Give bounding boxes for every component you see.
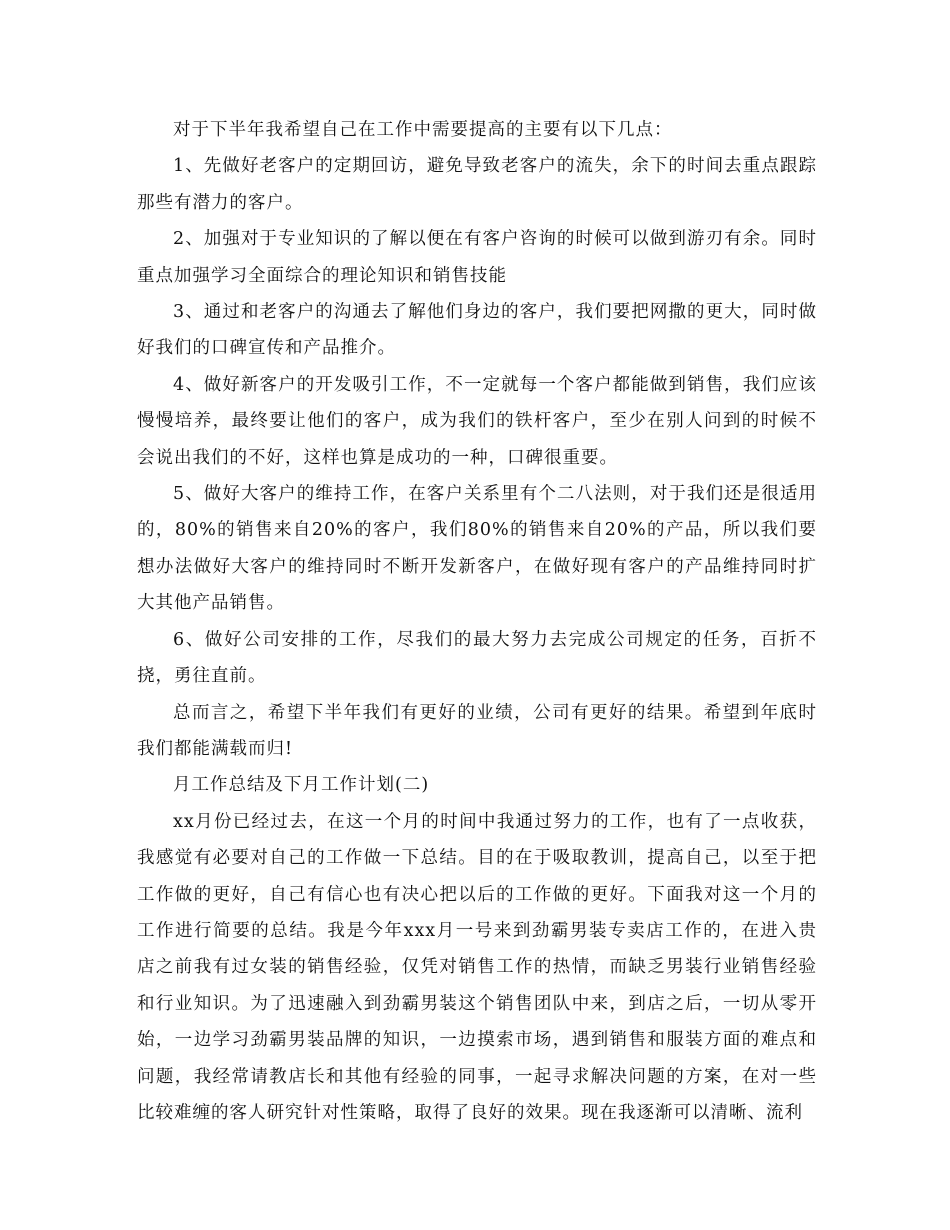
paragraph-conclusion: 总而言之，希望下半年我们有更好的业绩，公司有更好的结果。希望到年底时我们都能满载而归! xyxy=(137,702,817,759)
paragraph-item-5: 5、做好大客户的维持工作，在客户关系里有个二八法则，对于我们还是很适用的，80%的销售来自20%的客户，我们80%的销售来自20%的产品，所以我们要想办法做好大客户的维持同时不断开发新客户，在做好现有客户的产品维持同时扩大其他产品销售。 xyxy=(137,484,817,614)
paragraph-item-2: 2、加强对于专业知识的了解以便在有客户咨询的时候可以做到游刃有余。同时重点加强学习全面综合的理论知识和销售技能 xyxy=(137,229,817,286)
paragraph-intro: 对于下半年我希望自己在工作中需要提高的主要有以下几点： xyxy=(173,120,673,140)
paragraph-item-6: 6、做好公司安排的工作，尽我们的最大努力去完成公司规定的任务，百折不挠，勇往直前。 xyxy=(137,629,817,687)
paragraph-item-1: 1、先做好老客户的定期回访，避免导致老客户的流失，余下的时间去重点跟踪那些有潜力的客户。 xyxy=(137,156,817,213)
paragraph-item-4: 4、做好新客户的开发吸引工作，不一定就每一个客户都能做到销售，我们应该慢慢培养，最终要让他们的客户，成为我们的铁杆客户，至少在别人问到的时候不会说出我们的不好，这样也算是成功的一种，口碑很重要。 xyxy=(137,374,817,468)
paragraph-summary: xx月份已经过去，在这一个月的时间中我通过努力的工作，也有了一点收获，我感觉有必要对自己的工作做一下总结。目的在于吸取教训，提高自己，以至于把工作做的更好，自己有信心也有决心把以后的工作做的更好。下面我对这一个月的工作进行简要的总结。我是今年xxx月一号来到劲霸男装专卖店工作的，在进入贵店之前我有过女装的销售经验，仅凭对销售工作的热情，而缺乏男装行业销售经验和行业知识。为了迅速融入到劲霸男装这个销售团队中来，到店之后，一切从零开始，一边学习劲霸男装品牌的知识，一边摸索市场，遇到销售和服装方面的难点和问题，我经常请教店长和其他有经验的同事，一起寻求解决问题的方案，在对一些比较难缠的客人研究针对性策略，取得了良好的效果。现在我逐渐可以清晰、流利 xyxy=(137,811,817,1123)
section-heading: 月工作总结及下月工作计划(二) xyxy=(173,775,430,796)
paragraph-item-3: 3、通过和老客户的沟通去了解他们身边的客户，我们要把网撒的更大，同时做好我们的口碑宣传和产品推介。 xyxy=(137,302,817,359)
document-body xyxy=(137,112,817,1131)
